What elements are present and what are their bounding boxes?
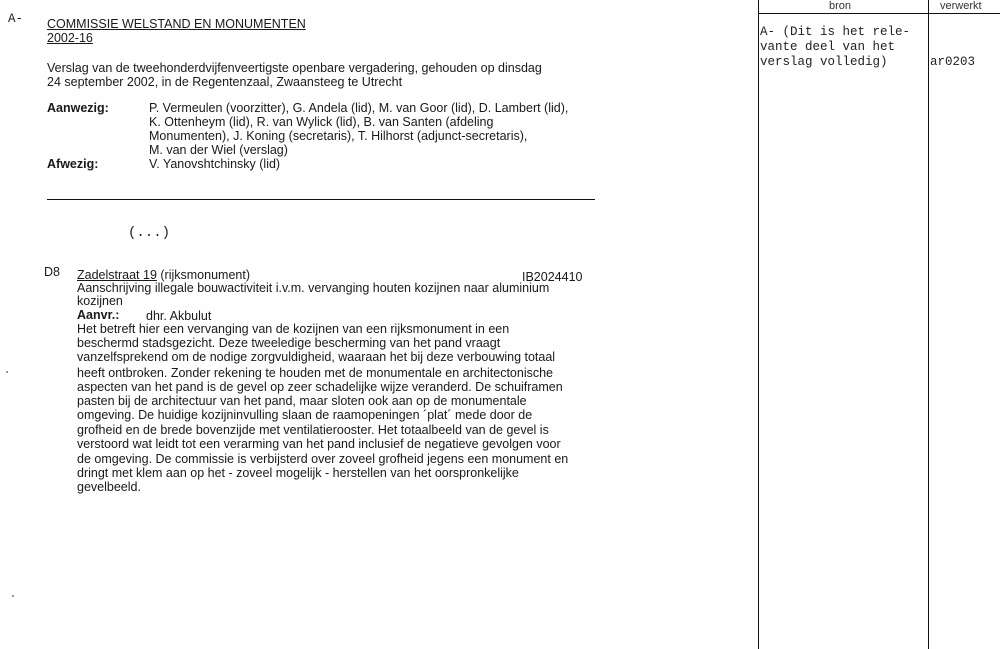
committee-title: COMMISSIE WELSTAND EN MONUMENTEN <box>47 17 306 31</box>
body-line-1: Het betreft hier een vervanging van de kozijnen van een rijksmonument in een <box>77 322 510 336</box>
bron-note-line-2: vante deel van het <box>760 40 896 54</box>
bron-note-line-3: verslag volledig) <box>760 55 888 69</box>
body-line-3: vanzelfsprekend om de nodige zorgvuldigheid, waaraan het bij deze verbouwing totaal <box>77 350 556 364</box>
scan-speck <box>6 371 8 373</box>
applicant-label: Aanvr.: <box>77 308 120 322</box>
present-line-2: K. Ottenheym (lid), R. van Wylick (lid), B. van Santen (afdeling <box>149 115 494 129</box>
verwerkt-column-border <box>928 0 929 649</box>
intro-line-2: 24 september 2002, in de Regentenzaal, Zwaansteeg te Utrecht <box>47 75 403 89</box>
present-label: Aanwezig: <box>47 101 109 115</box>
intro-line-1: Verslag van de tweehonderdvijfenveertigste openbare vergadering, gehouden op dinsdag <box>47 61 542 75</box>
body-line-5: aspecten van het pand is de gevel op zeer schadelijke wijze veranderd. De schuiframen <box>77 380 563 394</box>
applicant-value: dhr. Akbulut <box>146 309 212 323</box>
item-subject-line-1: Aanschrijving illegale bouwactiviteit i.v.m. vervanging houten kozijnen naar aluminium <box>77 281 550 295</box>
body-line-11: dringt met klem aan op het - zoveel mogelijk - herstellen van het oorspronkelijke <box>77 466 519 480</box>
item-code: D8 <box>44 265 60 279</box>
column-header-rule <box>758 13 1000 14</box>
present-line-3: Monumenten), J. Koning (secretaris), T. Hilhorst (adjunct-secretaris), <box>149 129 528 143</box>
bron-note-line-1: A- (Dit is het rele- <box>760 25 911 39</box>
body-line-7: omgeving. De huidige kozijninvulling slaan de raamopeningen ´plat´ mede door de <box>77 408 533 422</box>
body-line-4: heeft ontbroken. Zonder rekening te houden met de monumentale en architectonische <box>77 366 554 380</box>
present-line-1: P. Vermeulen (voorzitter), G. Andela (lid), M. van Goor (lid), D. Lambert (lid), <box>149 101 569 115</box>
item-subject-line-2: kozijnen <box>77 294 123 308</box>
body-line-6: pasten bij de architectuur van het pand, maar sloten ook aan op de monumentale <box>77 394 527 408</box>
body-line-10: de omgeving. De commissie is verbijsterd over zoveel grofheid jegens een monument en <box>77 452 569 466</box>
item-address-note: (rijksmonument) <box>156 268 250 282</box>
item-heading <box>77 268 250 282</box>
item-address: Zadelstraat 19 <box>77 268 157 282</box>
verwerkt-value: ar0203 <box>930 55 976 69</box>
absent-value: V. Yanovshtchinsky (lid) <box>149 157 281 171</box>
body-line-9: verstoord wat leidt tot een verarming van het pand inclusief de negatieve gevolgen voor <box>77 437 561 451</box>
section-divider <box>47 199 595 200</box>
body-line-2: beschermd stadsgezicht. Deze tweeledige bescherming van het pand vraagt <box>77 336 501 350</box>
margin-mark: A- <box>8 12 24 26</box>
column-header-bron: bron <box>829 0 852 12</box>
bron-column-border <box>758 0 759 649</box>
omission-mark: (...) <box>128 225 171 241</box>
item-reference: IB2024410 <box>522 270 583 284</box>
scan-speck <box>12 595 14 597</box>
body-line-12: gevelbeeld. <box>77 480 141 494</box>
absent-label: Afwezig: <box>47 157 99 171</box>
body-line-8: grofheid en de brede bovenzijde met ventilatierooster. Het totaalbeeld van de gevel is <box>77 423 549 437</box>
meeting-number: 2002-16 <box>47 31 93 45</box>
column-header-verwerkt: verwerkt <box>940 0 982 12</box>
present-line-4: M. van der Wiel (verslag) <box>149 143 288 157</box>
